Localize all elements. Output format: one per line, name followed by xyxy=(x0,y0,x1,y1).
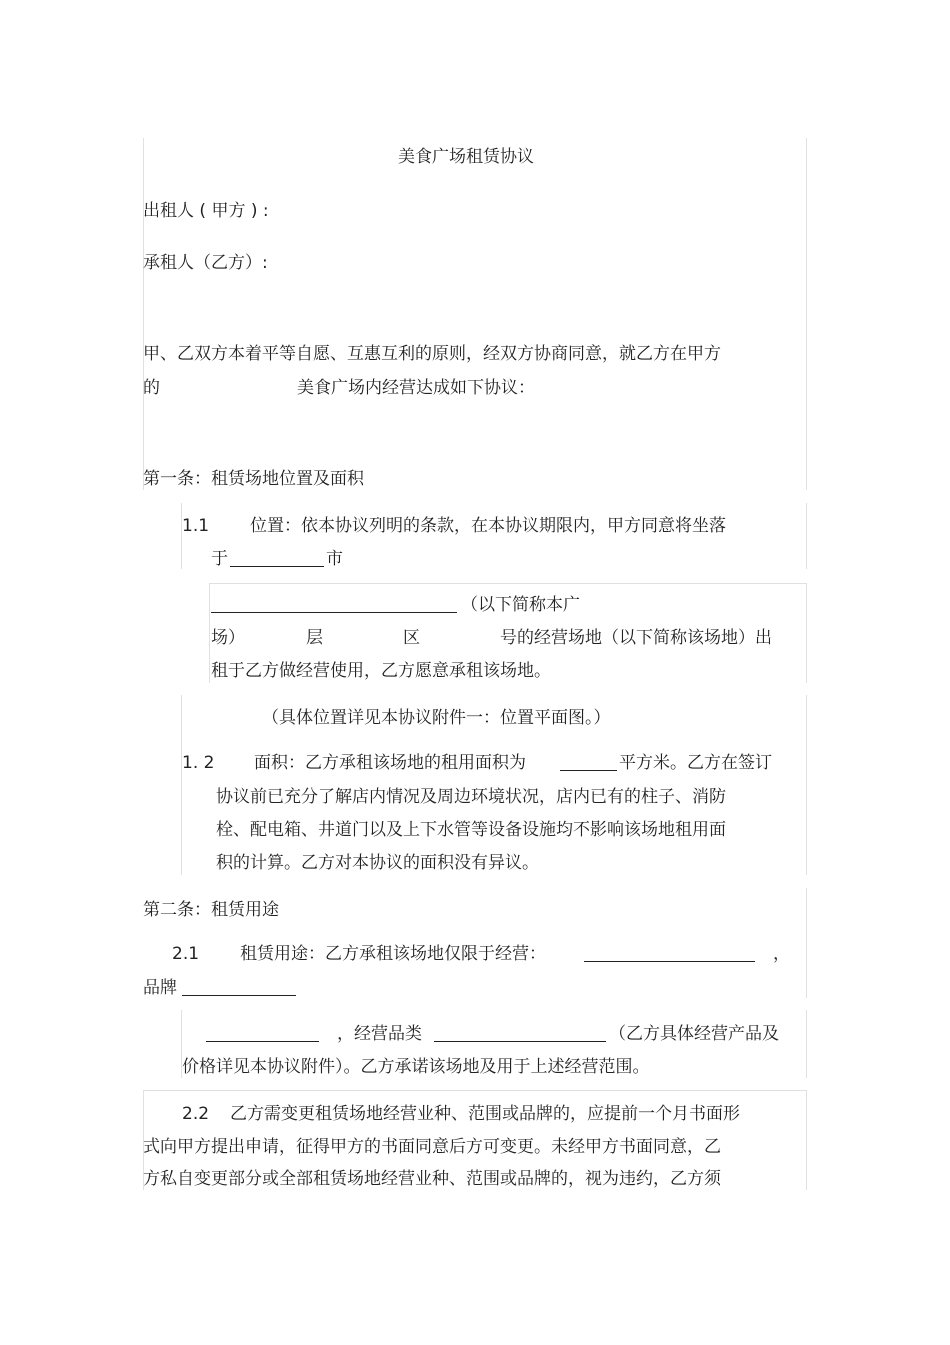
city-blank-field[interactable] xyxy=(230,548,324,573)
category-blank-field[interactable] xyxy=(434,1023,606,1048)
clause-1-2-number: 1. 2 xyxy=(182,753,215,773)
c11-right-border xyxy=(806,503,807,569)
clause-2-1-number: 2.1 xyxy=(172,944,200,964)
area-blank-field[interactable] xyxy=(560,752,617,777)
c11b-top-border xyxy=(209,583,807,584)
document-title: 美食广场租赁协议 xyxy=(398,147,534,167)
clause-1-1-line-2b: 市 xyxy=(326,549,343,569)
right-border-top xyxy=(806,138,807,490)
clause-1-1-line-3: （以下简称本广 xyxy=(461,595,580,615)
clause-2-2-line-1: 乙方需变更租赁场地经营业种、范围或品牌的，应提前一个月书面形 xyxy=(230,1104,740,1124)
c11b-left-border xyxy=(209,583,210,683)
clause-2-1-line-3b: （乙方具体经营产品及 xyxy=(609,1024,779,1044)
clause-1-1-line-4c: 区 xyxy=(403,628,420,648)
clause-1-2-line-2: 协议前已充分了解店内情况及周边环境状况，店内已有的柱子、消防 xyxy=(216,787,726,807)
article-2-heading: 第二条：租赁用途 xyxy=(143,900,279,920)
lessor-line: 出租人 ( 甲方 ) : xyxy=(143,201,269,221)
clause-1-1-line-4b: 层 xyxy=(306,628,323,648)
preamble-line-2a: 的 xyxy=(143,378,160,398)
clause-2-1-line-1: 租赁用途：乙方承租该场地仅限于经营： xyxy=(240,944,546,964)
c22-right-border xyxy=(806,1090,807,1190)
address-blank-field[interactable] xyxy=(211,594,457,619)
clause-1-1-line-1: 位置：依本协议列明的条款，在本协议期限内，甲方同意将坐落 xyxy=(250,516,726,536)
clause-2-1-line-3a: ，经营品类 xyxy=(337,1024,422,1044)
clause-1-1-line-2a: 于 xyxy=(211,549,228,569)
clause-2-1-line-2: 品牌 xyxy=(143,978,177,998)
c12-right-border xyxy=(806,695,807,875)
clause-1-1-note: （具体位置详见本协议附件一：位置平面图。） xyxy=(262,708,611,728)
c22-top-border xyxy=(143,1090,807,1091)
clause-2-1-comma: ， xyxy=(773,944,790,964)
clause-2-2-line-3: 方私自变更部分或全部租赁场地经营业种、范围或品牌的，视为违约，乙方须 xyxy=(143,1169,721,1189)
article-1-heading: 第一条：租赁场地位置及面积 xyxy=(143,469,364,489)
brand-continue-blank[interactable] xyxy=(206,1023,319,1048)
clause-1-1-line-4a: 场） xyxy=(211,628,245,648)
lessee-line: 承租人（乙方）: xyxy=(143,253,268,273)
clause-1-2-line-1b: 平方米。乙方在签订 xyxy=(619,753,772,773)
clause-1-1-line-4d: 号的经营场地（以下简称该场地）出 xyxy=(500,628,772,648)
clause-1-1-number: 1.1 xyxy=(182,516,210,536)
art2-right-border xyxy=(806,888,807,998)
clause-1-2-line-4: 积的计算。乙方对本协议的面积没有异议。 xyxy=(216,853,539,873)
preamble-line-1: 甲、乙双方本着平等自愿、互惠互利的原则，经双方协商同意，就乙方在甲方 xyxy=(143,344,721,364)
clause-2-1-line-4: 价格详见本协议附件）。乙方承诺该场地及用于上述经营范围。 xyxy=(182,1057,650,1077)
clause-1-1-line-5: 租于乙方做经营使用，乙方愿意承租该场地。 xyxy=(211,661,551,681)
business-blank-field[interactable] xyxy=(584,943,755,968)
clause-1-2-line-1a: 面积：乙方承租该场地的租用面积为 xyxy=(254,753,526,773)
brand-blank-field[interactable] xyxy=(182,977,296,1002)
c12-left-border xyxy=(181,695,182,875)
left-border-top xyxy=(143,138,144,490)
clause-2-2-number: 2.2 xyxy=(182,1104,210,1124)
c21b-right-border xyxy=(806,1010,807,1078)
preamble-line-2b: 美食广场内经营达成如下协议： xyxy=(297,378,535,398)
clause-1-2-line-3: 栓、配电箱、井道门以及上下水管等设备设施均不影响该场地租用面 xyxy=(216,820,726,840)
clause-2-2-line-2: 式向甲方提出申请，征得甲方的书面同意后方可变更。未经甲方书面同意，乙 xyxy=(143,1137,721,1157)
c11b-right-border xyxy=(806,583,807,683)
